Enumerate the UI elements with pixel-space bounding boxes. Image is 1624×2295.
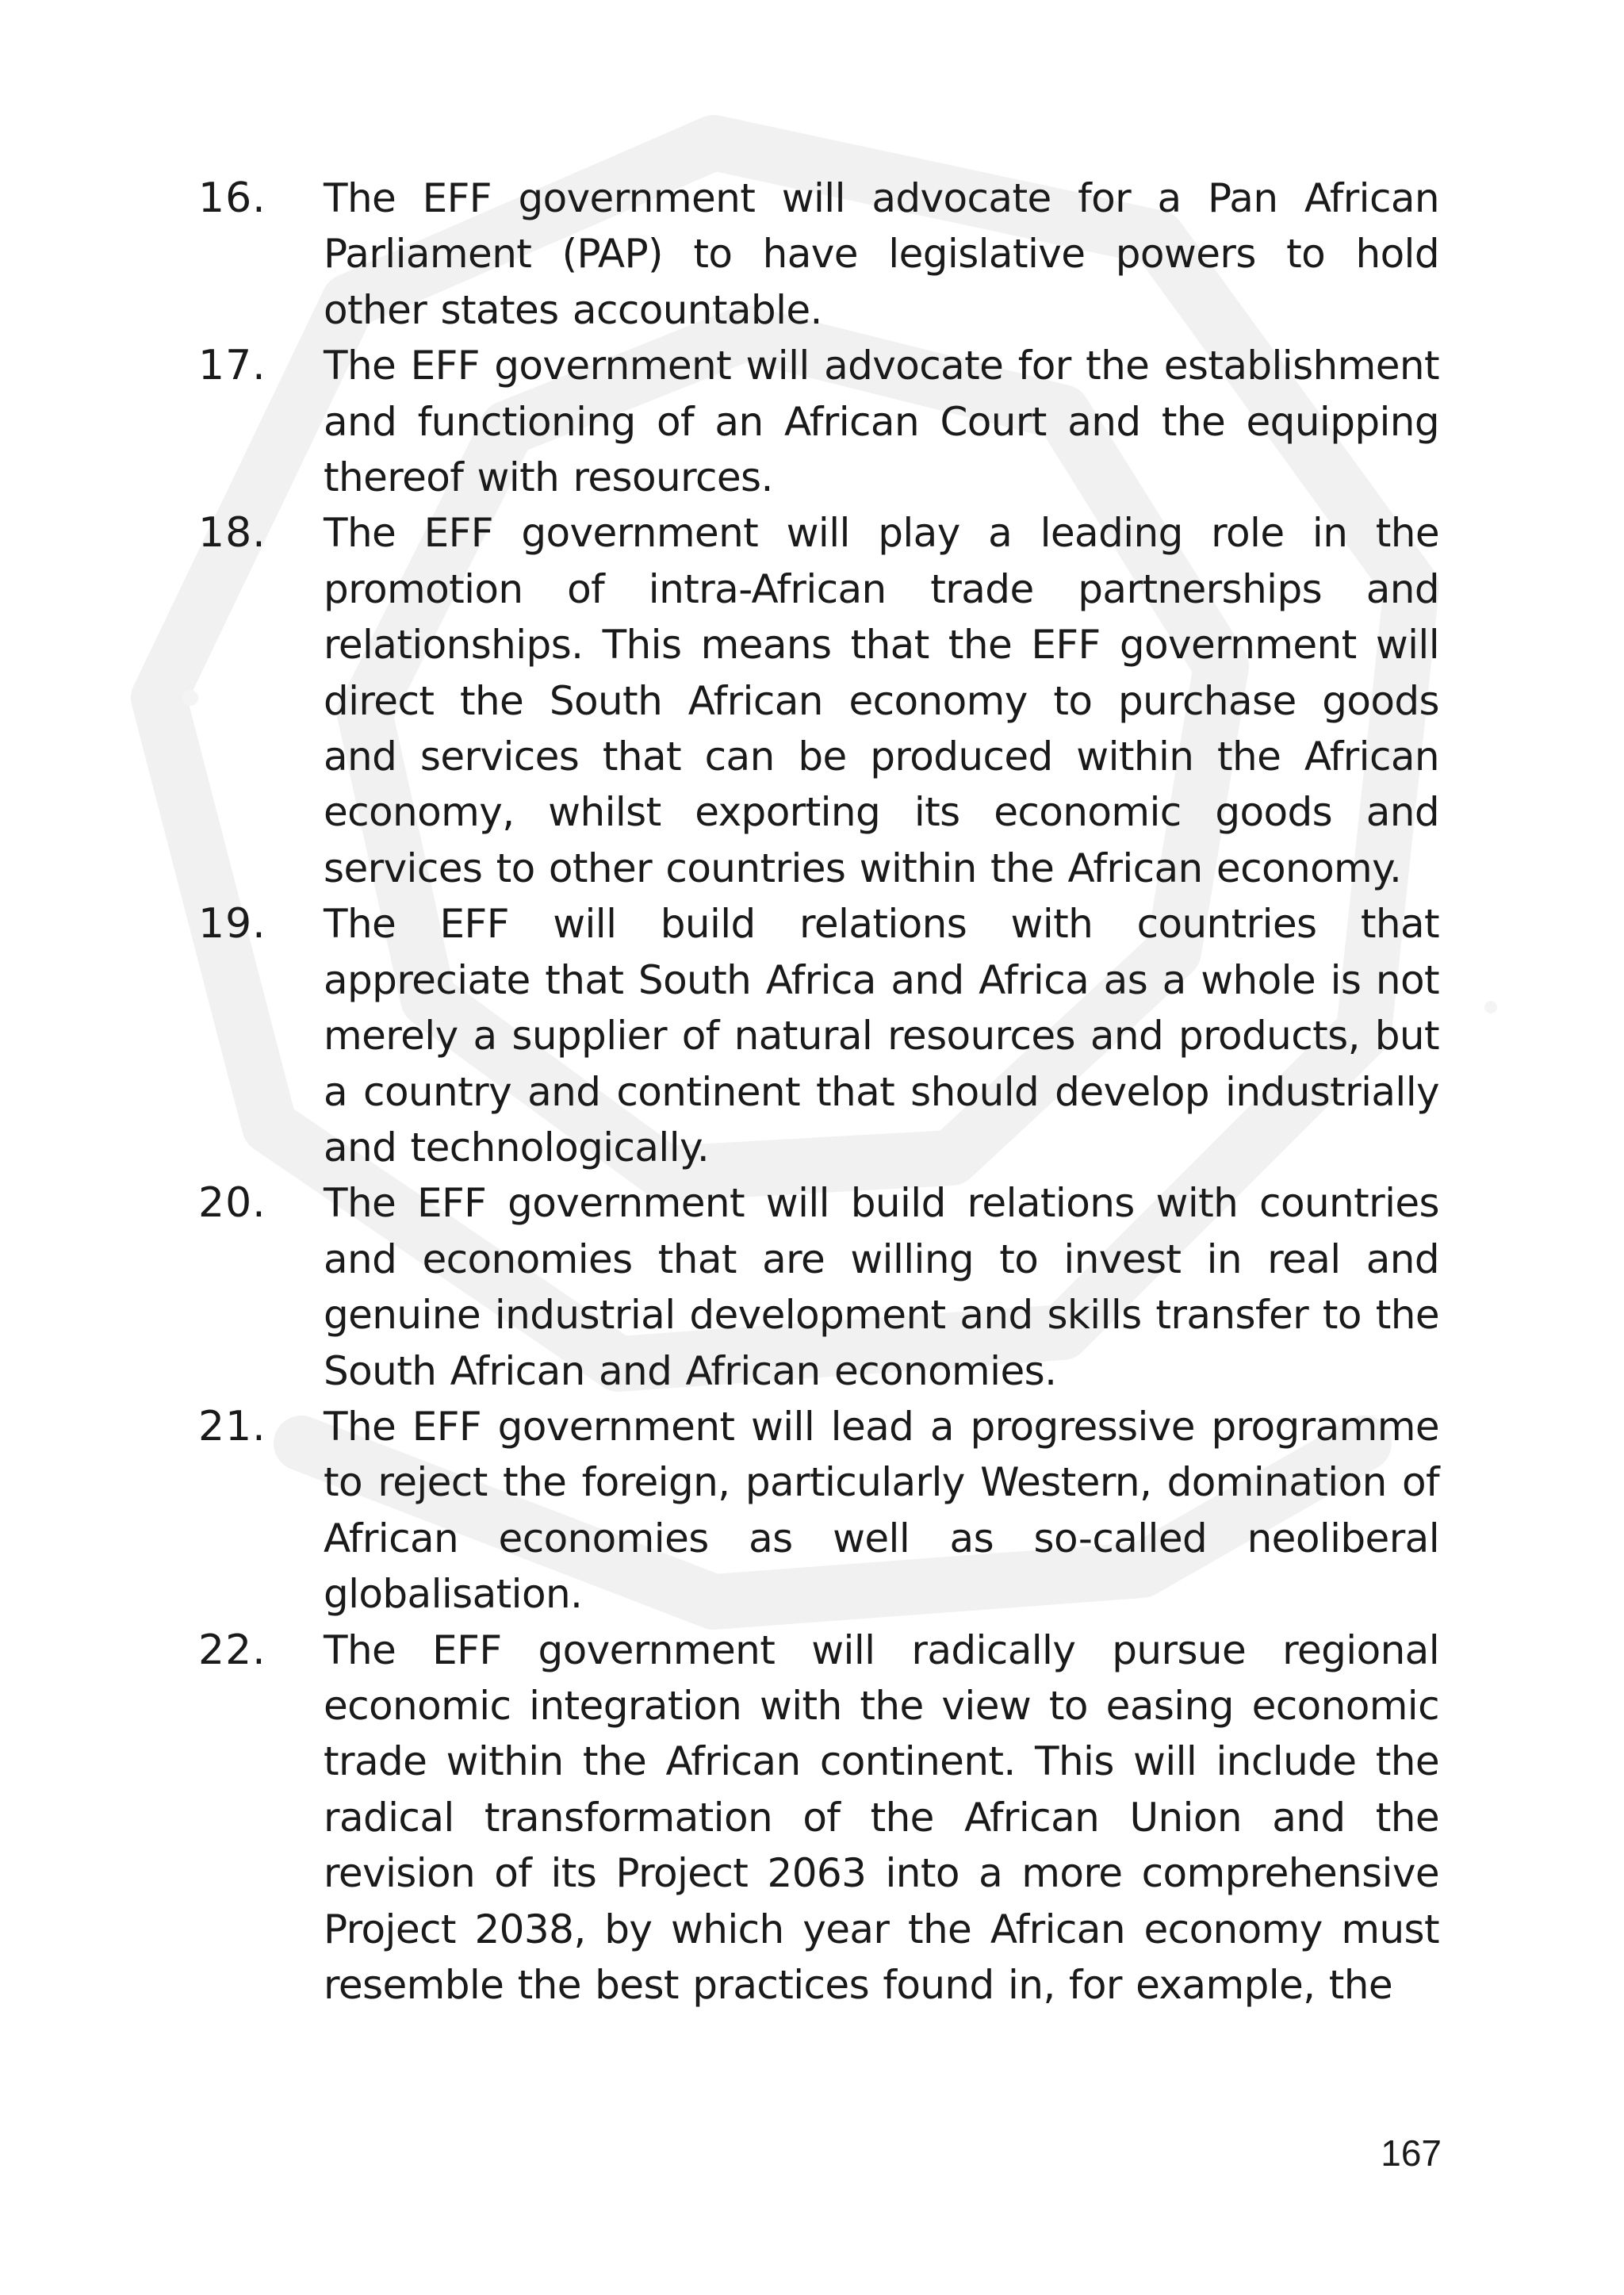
list-item xyxy=(198,505,1439,896)
item-number: 20. xyxy=(198,1179,266,1228)
item-text: The EFF government will build relations with countries and economies that are willing to invest in real and genuine industrial development and skills transfer to the South African and African economies. xyxy=(324,1180,1439,1394)
item-text: The EFF government will radically pursue regional economic integration with the view to easing economic trade within the African continent. This will include the radical transformation of the African Union and the revision of its Project 2063 into a more comprehensive Project 2038, by which year the African economy must resemble the best practices found in, for example, the xyxy=(324,1626,1439,2008)
item-text: The EFF government will advocate for the establishment and functioning of an African Court and the equipping thereof with resources. xyxy=(324,343,1439,501)
list-item xyxy=(198,338,1439,505)
numbered-list xyxy=(198,170,1439,2013)
list-item xyxy=(198,1399,1439,1623)
list-item xyxy=(198,1175,1439,1399)
item-text: The EFF government will play a leading role in the promotion of intra-African trade partnerships and relationships. This means that the EFF government will direct the South African economy to purchase goods and services that can be produced within the African economy, whilst exporting its economic goods and services to other countries within the African economy. xyxy=(324,510,1439,891)
list-item xyxy=(198,1623,1439,2013)
list-item xyxy=(198,896,1439,1175)
item-number: 22. xyxy=(198,1626,266,1674)
item-text: The EFF will build relations with countries that appreciate that South Africa and Africa as a whole is not merely a supplier of natural resources and products, but a country and continent that should develop industrially and technologically. xyxy=(324,901,1439,1170)
page-content xyxy=(198,170,1439,2013)
item-text: The EFF government will advocate for a Pan African Parliament (PAP) to have legislative powers to hold other states accountable. xyxy=(324,175,1439,333)
item-number: 17. xyxy=(198,342,266,390)
list-item xyxy=(198,170,1439,338)
item-number: 16. xyxy=(198,174,266,222)
item-text: The EFF government will lead a progressive programme to reject the foreign, particularly Western, domination of African economies as well as so-called neoliberal globalisation. xyxy=(324,1403,1439,1618)
item-number: 19. xyxy=(198,900,266,948)
item-number: 18. xyxy=(198,509,266,557)
item-number: 21. xyxy=(198,1402,266,1450)
page-number: 167 xyxy=(1381,2132,1442,2174)
